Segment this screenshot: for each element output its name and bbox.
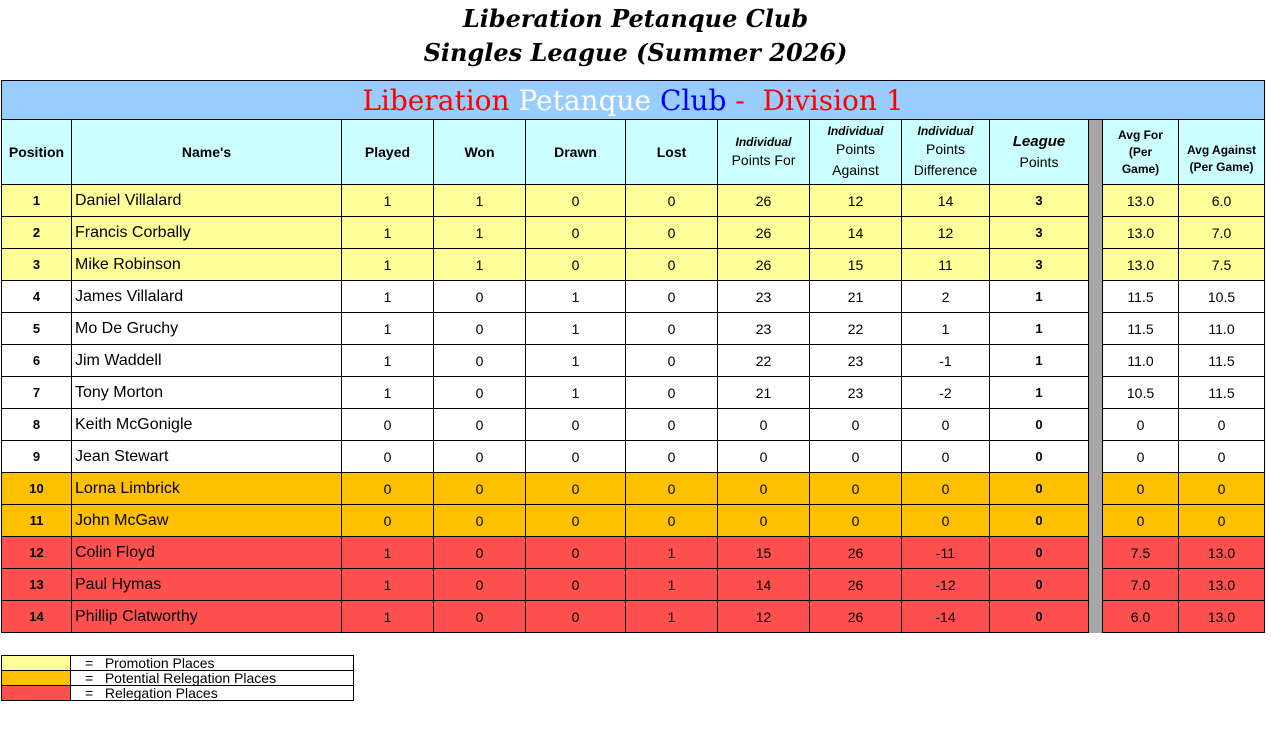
- player-name-cell: Francis Corbally: [72, 217, 342, 249]
- avg-for-cell: 0: [1103, 441, 1179, 473]
- avg-for-cell: 0: [1103, 473, 1179, 505]
- points-against-cell: 26: [810, 569, 902, 601]
- points-difference-cell: 0: [902, 473, 990, 505]
- points-for-cell: 0: [718, 505, 810, 537]
- won-cell: 0: [434, 601, 526, 633]
- avg-against-cell: 6.0: [1179, 185, 1265, 217]
- league-points-cell: 0: [990, 601, 1089, 633]
- lost-cell: 0: [626, 185, 718, 217]
- lost-cell: 0: [626, 441, 718, 473]
- player-name-cell: Phillip Clatworthy: [72, 601, 342, 633]
- points-difference-cell: -14: [902, 601, 990, 633]
- position-cell: 2: [2, 217, 72, 249]
- legend-label: = Relegation Places: [71, 686, 354, 701]
- avg-against-cell: 13.0: [1179, 537, 1265, 569]
- player-name-cell: Mike Robinson: [72, 249, 342, 281]
- won-cell: 0: [434, 441, 526, 473]
- lost-cell: 0: [626, 345, 718, 377]
- column-separator: [1089, 473, 1103, 505]
- header-avg-against: [1179, 120, 1265, 185]
- drawn-cell: 0: [526, 569, 626, 601]
- position-cell: 13: [2, 569, 72, 601]
- column-separator: [1089, 441, 1103, 473]
- legend-swatch: [2, 656, 71, 671]
- points-for-cell: 26: [718, 217, 810, 249]
- avg-for-cell: 11.5: [1103, 281, 1179, 313]
- avg-against-cell: 11.5: [1179, 345, 1265, 377]
- drawn-cell: 1: [526, 313, 626, 345]
- avg-against-cell: 0: [1179, 441, 1265, 473]
- lost-cell: 1: [626, 569, 718, 601]
- column-separator: [1089, 249, 1103, 281]
- column-separator: [1089, 377, 1103, 409]
- page-titles: [0, 2, 1271, 70]
- player-name-cell: Paul Hymas: [72, 569, 342, 601]
- points-difference-cell: 0: [902, 409, 990, 441]
- table-row: [2, 249, 1265, 281]
- points-difference-cell: 0: [902, 505, 990, 537]
- avg-for-cell: 7.5: [1103, 537, 1179, 569]
- league-points-cell: 1: [990, 345, 1089, 377]
- header-points-for: [718, 120, 810, 185]
- points-against-cell: 0: [810, 505, 902, 537]
- won-cell: 1: [434, 217, 526, 249]
- league-points-cell: 1: [990, 377, 1089, 409]
- header-league-points: [990, 120, 1089, 185]
- points-against-cell: 26: [810, 601, 902, 633]
- table-row: [2, 601, 1265, 633]
- header-points-against-mid: Points: [836, 141, 875, 157]
- won-cell: 1: [434, 249, 526, 281]
- player-name-cell: Daniel Villalard: [72, 185, 342, 217]
- points-against-cell: 23: [810, 377, 902, 409]
- drawn-cell: 0: [526, 537, 626, 569]
- avg-for-cell: 13.0: [1103, 249, 1179, 281]
- avg-against-cell: 7.5: [1179, 249, 1265, 281]
- points-difference-cell: 14: [902, 185, 990, 217]
- points-for-cell: 26: [718, 185, 810, 217]
- won-cell: 0: [434, 537, 526, 569]
- league-points-cell: 0: [990, 409, 1089, 441]
- won-cell: 0: [434, 473, 526, 505]
- player-name-cell: Jean Stewart: [72, 441, 342, 473]
- lost-cell: 0: [626, 249, 718, 281]
- won-cell: 0: [434, 569, 526, 601]
- header-name: Name's: [72, 120, 342, 185]
- points-against-cell: 15: [810, 249, 902, 281]
- league-points-cell: 3: [990, 249, 1089, 281]
- legend-item: [2, 656, 354, 671]
- played-cell: 1: [342, 185, 434, 217]
- avg-for-cell: 10.5: [1103, 377, 1179, 409]
- points-for-cell: 26: [718, 249, 810, 281]
- drawn-cell: 0: [526, 441, 626, 473]
- drawn-cell: 0: [526, 185, 626, 217]
- avg-against-cell: 13.0: [1179, 569, 1265, 601]
- points-difference-cell: -2: [902, 377, 990, 409]
- header-avg-for: [1103, 120, 1179, 185]
- header-position: Position: [2, 120, 72, 185]
- banner-word-petanque: Petanque: [518, 83, 652, 117]
- position-cell: 10: [2, 473, 72, 505]
- column-separator: [1089, 409, 1103, 441]
- drawn-cell: 1: [526, 377, 626, 409]
- lost-cell: 0: [626, 505, 718, 537]
- avg-for-cell: 0: [1103, 505, 1179, 537]
- drawn-cell: 1: [526, 281, 626, 313]
- points-against-cell: 22: [810, 313, 902, 345]
- points-difference-cell: -11: [902, 537, 990, 569]
- header-won: Won: [434, 120, 526, 185]
- points-against-cell: 0: [810, 409, 902, 441]
- position-cell: 5: [2, 313, 72, 345]
- avg-for-cell: 13.0: [1103, 185, 1179, 217]
- points-for-cell: 23: [718, 313, 810, 345]
- header-points-against-top: Individual: [827, 124, 884, 138]
- division-banner: [2, 81, 1265, 120]
- league-points-cell: 0: [990, 441, 1089, 473]
- header-avg-for-1: Avg For: [1118, 127, 1163, 142]
- drawn-cell: 0: [526, 601, 626, 633]
- banner-word-liberation: Liberation: [362, 83, 510, 117]
- header-avg-for-2: (Per: [1128, 144, 1153, 159]
- points-against-cell: 26: [810, 537, 902, 569]
- points-against-cell: 23: [810, 345, 902, 377]
- points-for-cell: 0: [718, 473, 810, 505]
- avg-against-cell: 11.5: [1179, 377, 1265, 409]
- position-cell: 6: [2, 345, 72, 377]
- position-cell: 7: [2, 377, 72, 409]
- won-cell: 0: [434, 313, 526, 345]
- played-cell: 1: [342, 377, 434, 409]
- header-points-diff-top: Individual: [917, 124, 974, 138]
- league-points-cell: 3: [990, 185, 1089, 217]
- column-separator: [1089, 313, 1103, 345]
- header-points-diff-bottom: Difference: [913, 162, 978, 178]
- position-cell: 8: [2, 409, 72, 441]
- header-avg-for-3: Game): [1121, 161, 1160, 176]
- banner-word-club: Club: [660, 83, 727, 117]
- points-for-cell: 12: [718, 601, 810, 633]
- player-name-cell: Jim Waddell: [72, 345, 342, 377]
- avg-for-cell: 11.5: [1103, 313, 1179, 345]
- header-lost: Lost: [626, 120, 718, 185]
- position-cell: 3: [2, 249, 72, 281]
- legend-item: [2, 671, 354, 686]
- position-cell: 9: [2, 441, 72, 473]
- points-for-cell: 21: [718, 377, 810, 409]
- header-league-top: League: [1012, 133, 1066, 150]
- league-points-cell: 0: [990, 537, 1089, 569]
- played-cell: 1: [342, 313, 434, 345]
- player-name-cell: Mo De Gruchy: [72, 313, 342, 345]
- league-points-cell: 1: [990, 281, 1089, 313]
- drawn-cell: 0: [526, 217, 626, 249]
- points-for-cell: 0: [718, 409, 810, 441]
- points-for-cell: 22: [718, 345, 810, 377]
- league-points-cell: 0: [990, 569, 1089, 601]
- played-cell: 0: [342, 409, 434, 441]
- player-name-cell: Tony Morton: [72, 377, 342, 409]
- avg-for-cell: 7.0: [1103, 569, 1179, 601]
- avg-against-cell: 11.0: [1179, 313, 1265, 345]
- banner-word-division: - Division 1: [735, 83, 904, 117]
- header-row: [2, 120, 1265, 185]
- header-points-for-top: Individual: [735, 134, 792, 149]
- won-cell: 1: [434, 185, 526, 217]
- league-points-cell: 0: [990, 505, 1089, 537]
- header-points-against-bottom: Against: [832, 162, 879, 178]
- drawn-cell: 0: [526, 409, 626, 441]
- player-name-cell: Colin Floyd: [72, 537, 342, 569]
- league-points-cell: 1: [990, 313, 1089, 345]
- position-cell: 11: [2, 505, 72, 537]
- lost-cell: 1: [626, 601, 718, 633]
- points-against-cell: 0: [810, 473, 902, 505]
- avg-against-cell: 7.0: [1179, 217, 1265, 249]
- lost-cell: 0: [626, 473, 718, 505]
- player-name-cell: Keith McGonigle: [72, 409, 342, 441]
- header-points-diff-mid: Points: [926, 141, 965, 157]
- column-separator: [1089, 537, 1103, 569]
- header-points-for-bottom: Points For: [731, 151, 796, 168]
- drawn-cell: 0: [526, 505, 626, 537]
- player-name-cell: James Villalard: [72, 281, 342, 313]
- legend-item: [2, 686, 354, 701]
- position-cell: 1: [2, 185, 72, 217]
- points-difference-cell: -12: [902, 569, 990, 601]
- played-cell: 1: [342, 249, 434, 281]
- points-difference-cell: 1: [902, 313, 990, 345]
- header-avg-against-1: Avg Against: [1186, 143, 1257, 157]
- legend-label: = Potential Relegation Places: [71, 671, 354, 686]
- won-cell: 0: [434, 409, 526, 441]
- legend-swatch: [2, 686, 71, 701]
- won-cell: 0: [434, 281, 526, 313]
- table-row: [2, 505, 1265, 537]
- column-separator: [1089, 185, 1103, 217]
- lost-cell: 0: [626, 313, 718, 345]
- header-played: Played: [342, 120, 434, 185]
- points-for-cell: 0: [718, 441, 810, 473]
- table-row: [2, 377, 1265, 409]
- position-cell: 4: [2, 281, 72, 313]
- player-name-cell: Lorna Limbrick: [72, 473, 342, 505]
- points-difference-cell: 11: [902, 249, 990, 281]
- won-cell: 0: [434, 505, 526, 537]
- league-points-cell: 3: [990, 217, 1089, 249]
- position-cell: 12: [2, 537, 72, 569]
- table-row: [2, 217, 1265, 249]
- column-separator: [1089, 601, 1103, 633]
- table-row: [2, 409, 1265, 441]
- avg-for-cell: 13.0: [1103, 217, 1179, 249]
- header-league-bottom: Points: [1019, 154, 1059, 170]
- played-cell: 0: [342, 441, 434, 473]
- column-separator: [1089, 120, 1103, 185]
- table-row: [2, 473, 1265, 505]
- played-cell: 0: [342, 505, 434, 537]
- points-difference-cell: 2: [902, 281, 990, 313]
- legend-label: = Promotion Places: [71, 656, 354, 671]
- league-table: [1, 80, 1265, 633]
- column-separator: [1089, 217, 1103, 249]
- table-row: [2, 441, 1265, 473]
- column-separator: [1089, 281, 1103, 313]
- points-for-cell: 14: [718, 569, 810, 601]
- played-cell: 1: [342, 601, 434, 633]
- lost-cell: 1: [626, 537, 718, 569]
- lost-cell: 0: [626, 377, 718, 409]
- position-cell: 14: [2, 601, 72, 633]
- header-drawn: Drawn: [526, 120, 626, 185]
- played-cell: 1: [342, 345, 434, 377]
- header-points-difference: [902, 120, 990, 185]
- avg-for-cell: 0: [1103, 409, 1179, 441]
- header-points-against: [810, 120, 902, 185]
- points-against-cell: 14: [810, 217, 902, 249]
- lost-cell: 0: [626, 281, 718, 313]
- drawn-cell: 0: [526, 473, 626, 505]
- division-banner-cell: [2, 81, 1265, 120]
- header-avg-against-2: (Per Game): [1189, 160, 1254, 174]
- avg-against-cell: 13.0: [1179, 601, 1265, 633]
- avg-against-cell: 0: [1179, 505, 1265, 537]
- player-name-cell: John McGaw: [72, 505, 342, 537]
- club-title: Liberation Petanque Club: [462, 4, 809, 33]
- column-separator: [1089, 345, 1103, 377]
- points-against-cell: 12: [810, 185, 902, 217]
- avg-for-cell: 6.0: [1103, 601, 1179, 633]
- played-cell: 1: [342, 217, 434, 249]
- lost-cell: 0: [626, 217, 718, 249]
- table-row: [2, 537, 1265, 569]
- points-for-cell: 23: [718, 281, 810, 313]
- table-row: [2, 569, 1265, 601]
- league-title: Singles League (Summer 2026): [423, 38, 848, 67]
- played-cell: 1: [342, 281, 434, 313]
- table-row: [2, 185, 1265, 217]
- played-cell: 1: [342, 537, 434, 569]
- league-points-cell: 0: [990, 473, 1089, 505]
- played-cell: 0: [342, 473, 434, 505]
- avg-against-cell: 0: [1179, 409, 1265, 441]
- avg-against-cell: 10.5: [1179, 281, 1265, 313]
- column-separator: [1089, 505, 1103, 537]
- points-against-cell: 21: [810, 281, 902, 313]
- won-cell: 0: [434, 345, 526, 377]
- avg-for-cell: 11.0: [1103, 345, 1179, 377]
- column-separator: [1089, 569, 1103, 601]
- legend: [1, 655, 354, 701]
- points-difference-cell: 0: [902, 441, 990, 473]
- points-against-cell: 0: [810, 441, 902, 473]
- drawn-cell: 0: [526, 249, 626, 281]
- table-row: [2, 313, 1265, 345]
- legend-swatch: [2, 671, 71, 686]
- won-cell: 0: [434, 377, 526, 409]
- points-for-cell: 15: [718, 537, 810, 569]
- table-row: [2, 281, 1265, 313]
- drawn-cell: 1: [526, 345, 626, 377]
- points-difference-cell: -1: [902, 345, 990, 377]
- lost-cell: 0: [626, 409, 718, 441]
- points-difference-cell: 12: [902, 217, 990, 249]
- avg-against-cell: 0: [1179, 473, 1265, 505]
- played-cell: 1: [342, 569, 434, 601]
- table-row: [2, 345, 1265, 377]
